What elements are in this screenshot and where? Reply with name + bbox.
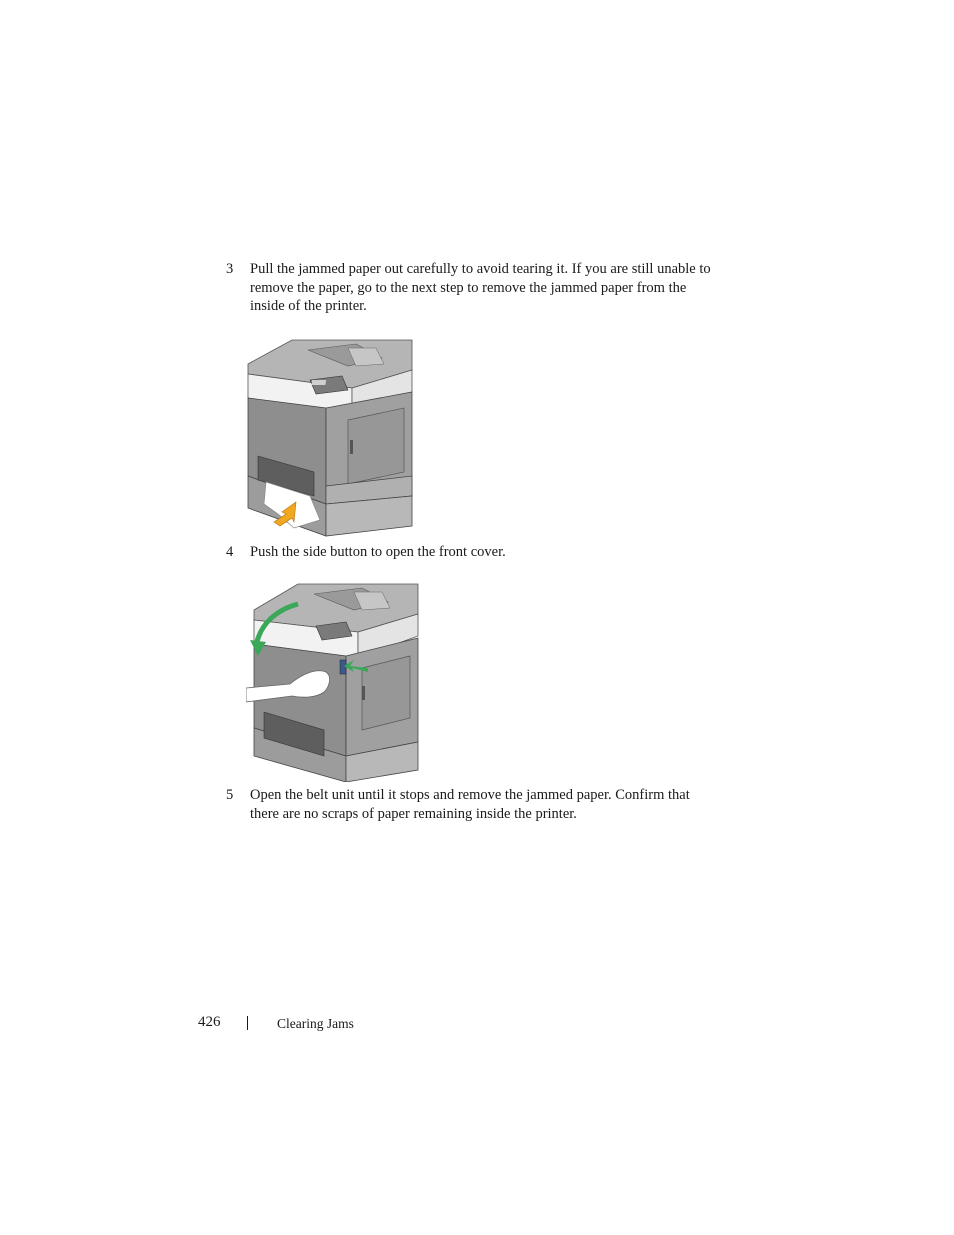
step-number: 5	[226, 787, 234, 803]
step-number: 4	[226, 544, 234, 560]
step-number: 3	[226, 261, 234, 277]
printer-paper-jam-illustration	[244, 336, 414, 538]
section-title: Clearing Jams	[277, 1016, 354, 1031]
footer-separator	[247, 1016, 248, 1030]
step-text: Open the belt unit until it stops and remove the jammed paper. Confirm that there are no scraps of paper remaining inside the printer.	[250, 787, 690, 822]
step-text: Push the side button to open the front cover.	[250, 544, 506, 560]
step-text: Pull the jammed paper out carefully to avoid tearing it. If you are still unable to remove the paper, go to the next step to remove the jammed paper from the inside of the printer.	[250, 261, 711, 314]
printer-open-front-cover-illustration	[246, 580, 422, 782]
page-number: 426	[198, 1014, 221, 1030]
